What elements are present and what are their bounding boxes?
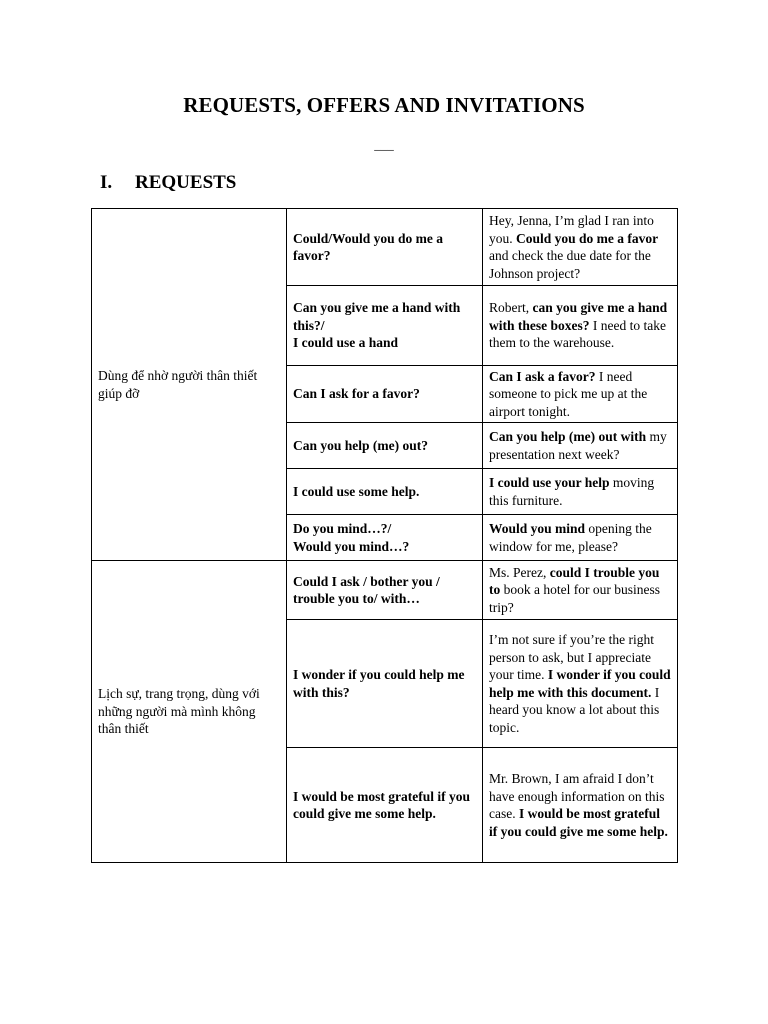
phrase-line: Can you help (me) out? <box>293 437 429 453</box>
example-text: Ms. Perez, <box>489 564 550 580</box>
example-cell <box>483 748 678 863</box>
example-text: I heard you know a lot about this topic. <box>489 684 660 735</box>
example-text: and check the due date for the Johnson project? <box>489 248 651 281</box>
example-text: I’m not sure if you’re the right person to ask, but I appreciate your time. <box>489 632 654 682</box>
document-title: REQUESTS, OFFERS AND INVITATIONS <box>183 93 585 117</box>
example-key-phrase: I could use your help <box>489 475 610 490</box>
example-text: Hey, Jenna, I’m glad I ran into you. <box>489 213 654 246</box>
example-key-phrase: Can I ask a favor? <box>489 368 596 384</box>
section-heading <box>100 172 236 194</box>
phrase-line: Could I ask / bother you / trouble you to/ with… <box>293 573 440 606</box>
example-key-phrase: could I trouble you to <box>489 564 660 598</box>
table-row <box>92 561 678 620</box>
example-cell <box>483 209 678 286</box>
section-number: I. <box>100 172 113 193</box>
phrase-line: Can I ask for a favor? <box>293 386 420 402</box>
example-cell <box>483 366 678 423</box>
example-text: I need someone to pick me up at the airport tonight. <box>489 368 648 419</box>
requests-table <box>91 208 678 863</box>
phrase-cell <box>287 561 483 620</box>
example-cell <box>483 515 678 561</box>
example-key-phrase: Would you mind <box>489 521 586 536</box>
requests-table-body <box>92 209 678 863</box>
phrase-line: Could/Would you do me a favor? <box>293 230 444 263</box>
phrase-line: Would you mind…? <box>293 538 410 554</box>
group-description: Lịch sự, trang trọng, dùng với những người mà mình không thân thiết <box>92 561 287 863</box>
example-text: opening the window for me, please? <box>489 521 652 554</box>
example-cell <box>483 286 678 366</box>
phrase-line: Can you give me a hand with this?/ <box>293 300 461 333</box>
example-cell <box>483 423 678 469</box>
example-text: I need to take them to the warehouse. <box>489 317 666 351</box>
example-text: Robert, <box>489 300 533 316</box>
title-separator: ___ <box>374 137 394 152</box>
example-cell <box>483 561 678 620</box>
phrase-line: I would be most grateful if you could give me some help. <box>293 788 471 821</box>
example-key-phrase: can you give me a hand with these boxes? <box>489 300 668 333</box>
phrase-cell <box>287 286 483 366</box>
phrase-cell <box>287 366 483 423</box>
example-text: Mr. Brown, I am afraid I don’t have enough information on this case. <box>489 771 665 821</box>
phrase-line: I wonder if you could help me with this? <box>293 667 465 700</box>
example-key-phrase: I would be most grateful if you could give me some help. <box>489 806 668 839</box>
phrase-cell <box>287 620 483 748</box>
phrase-cell <box>287 423 483 469</box>
phrase-cell <box>287 209 483 286</box>
phrase-line: I could use a hand <box>293 335 399 351</box>
example-key-phrase: I wonder if you could help me with this document. <box>489 667 671 700</box>
example-text: moving this furniture. <box>489 475 655 508</box>
example-text: book a hotel for our business trip? <box>489 582 660 615</box>
example-cell <box>483 469 678 515</box>
phrase-line: I could use some help. <box>293 483 420 499</box>
section-title: REQUESTS <box>135 172 237 193</box>
phrase-cell <box>287 469 483 515</box>
example-key-phrase: Could you do me a favor <box>516 230 659 246</box>
table-row <box>92 209 678 286</box>
example-text: my presentation next week? <box>489 429 667 462</box>
example-key-phrase: Can you help (me) out with <box>489 429 647 444</box>
example-cell <box>483 620 678 748</box>
group-description: Dùng để nhờ người thân thiết giúp đỡ <box>92 209 287 561</box>
phrase-cell <box>287 748 483 863</box>
phrase-line: Do you mind…?/ <box>293 521 392 536</box>
phrase-cell <box>287 515 483 561</box>
